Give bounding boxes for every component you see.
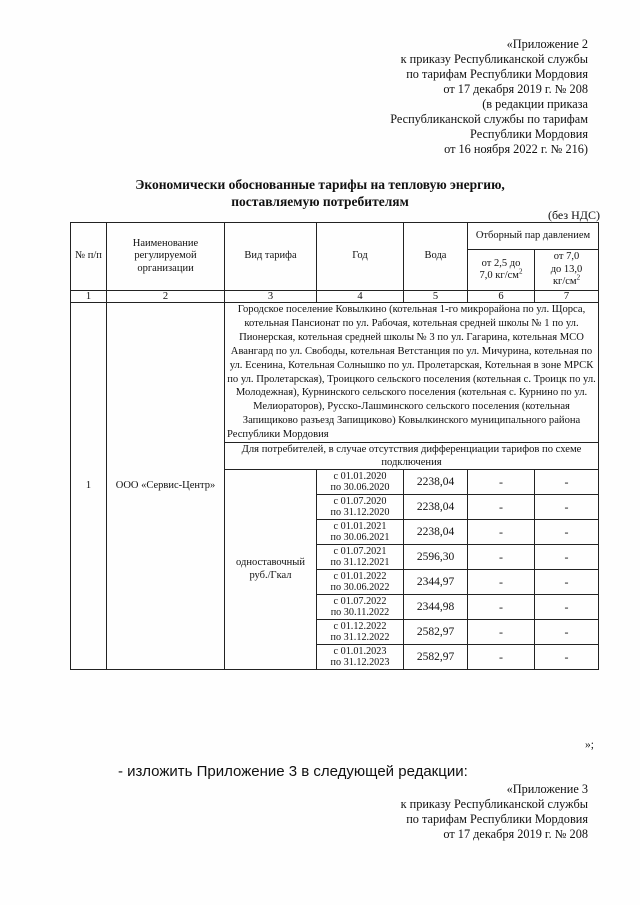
header-water: Вода xyxy=(404,223,468,291)
appendix-line: Республиканской службы по тарифам xyxy=(390,112,588,126)
header-steam-high-line1: от 7,0 xyxy=(553,251,580,263)
col-number: 2 xyxy=(107,291,225,303)
appendix-line: (в редакции приказа xyxy=(482,97,588,111)
title-line-2: поставляемую потребителям xyxy=(231,194,409,209)
steam-high-value: - xyxy=(535,470,599,495)
period-cell xyxy=(317,545,404,570)
period-to: по 30.06.2022 xyxy=(330,582,390,594)
water-price: 2238,04 xyxy=(404,520,468,545)
period-cell xyxy=(317,570,404,595)
period-to: по 30.06.2021 xyxy=(330,532,390,544)
header-num: № п/п xyxy=(71,223,107,291)
period-from: с 01.12.2022 xyxy=(333,621,387,633)
instruction-text: - изложить Приложение 3 в следующей редакции: xyxy=(118,763,468,780)
col-number: 4 xyxy=(317,291,404,303)
appendix-line: Республики Мордовия xyxy=(470,127,588,141)
tariff-type-value: одноставочный руб./Гкал xyxy=(225,470,317,670)
steam-low-value: - xyxy=(468,570,535,595)
appendix-line: к приказу Республиканской службы xyxy=(400,52,588,66)
org-name: ООО «Сервис-Центр» xyxy=(107,303,225,670)
steam-low-value: - xyxy=(468,470,535,495)
water-price: 2238,04 xyxy=(404,495,468,520)
header-steam-high xyxy=(535,250,599,291)
appendix-line: к приказу Республиканской службы xyxy=(400,797,588,811)
period-to: по 31.12.2021 xyxy=(330,557,390,569)
period-cell xyxy=(317,595,404,620)
period-from: с 01.01.2021 xyxy=(333,521,387,533)
appendix-line: от 17 декабря 2019 г. № 208 xyxy=(443,82,588,96)
appendix-line: «Приложение 2 xyxy=(506,37,588,51)
water-price: 2344,98 xyxy=(404,595,468,620)
col-number: 1 xyxy=(71,291,107,303)
header-tariff-type: Вид тарифа xyxy=(225,223,317,291)
appendix-3-header xyxy=(401,782,588,842)
vat-note: (без НДС) xyxy=(547,208,600,222)
period-from: с 01.07.2021 xyxy=(333,546,387,558)
water-price: 2238,04 xyxy=(404,470,468,495)
header-steam-group: Отборный пар давлением xyxy=(468,223,599,250)
period-cell xyxy=(317,620,404,645)
steam-high-value: - xyxy=(535,495,599,520)
period-cell xyxy=(317,470,404,495)
steam-high-value: - xyxy=(535,545,599,570)
appendix-line: от 16 ноября 2022 г. № 216) xyxy=(444,142,588,156)
header-row-1 xyxy=(71,223,599,250)
period-from: с 01.07.2022 xyxy=(333,596,387,608)
header-steam-high-line2: до 13,0 xyxy=(550,263,583,275)
steam-high-value: - xyxy=(535,520,599,545)
header-steam-low-line1: от 2,5 до xyxy=(481,257,521,269)
steam-high-value: - xyxy=(535,595,599,620)
steam-high-value: - xyxy=(535,645,599,670)
header-org: Наименование регулируемой организации xyxy=(107,223,225,291)
period-cell xyxy=(317,495,404,520)
appendix-line: по тарифам Республики Мордовия xyxy=(406,812,588,826)
steam-low-value: - xyxy=(468,620,535,645)
appendix-line: от 17 декабря 2019 г. № 208 xyxy=(443,827,588,841)
steam-low-value: - xyxy=(468,595,535,620)
period-to: по 30.11.2022 xyxy=(330,607,390,619)
water-price: 2582,97 xyxy=(404,620,468,645)
header-steam-high-line3: кг/см xyxy=(552,276,577,288)
water-price: 2596,30 xyxy=(404,545,468,570)
header-year: Год xyxy=(317,223,404,291)
column-number-row xyxy=(71,291,599,303)
steam-low-value: - xyxy=(468,520,535,545)
description-cell: Городское поселение Ковылкино (котельная 1-го микрорайона по ул. Щорса, котельная Пансионат по ул. Рабочая, котельная средней школы № 1 по ул. Пионерская, котельная средней школы № 3 по ул. Гагарина, котельная МСО Авангард по ул. Свободы, котельная Ветстанция по ул. Мичурина, котельная по ул. Есенина, Котельная Солнышко по ул. Пролетарская, Котельная в зоне МРСК по ул. Пролетарская), Троицкого сельского поселения (котельная с. Троицк по ул. Молодежная), Курнинского сельского поселения (котельная с. Курнино по ул. Мелиораторов), Русско-Лашминского сельского поселения (котельная Запищиково разъезд Запищиково) Ковылкинского муниципального района Республики Мордовия xyxy=(225,303,599,443)
period-cell xyxy=(317,645,404,670)
steam-low-value: - xyxy=(468,495,535,520)
closing-quote: »; xyxy=(585,739,594,751)
steam-high-value: - xyxy=(535,620,599,645)
subheader-cell: Для потребителей, в случае отсутствия дифференциации тарифов по схеме подключения xyxy=(225,443,599,470)
header-steam-low-line2: 7,0 кг/см xyxy=(479,270,519,281)
row-number: 1 xyxy=(71,303,107,670)
appendix-line: «Приложение 3 xyxy=(506,782,588,796)
title-line-1: Экономически обоснованные тарифы на тепловую энергию, xyxy=(135,177,505,192)
appendix-2-header xyxy=(390,37,588,157)
water-price: 2344,97 xyxy=(404,570,468,595)
period-from: с 01.01.2020 xyxy=(333,471,387,483)
period-to: по 31.12.2020 xyxy=(330,507,390,519)
steam-high-value: - xyxy=(535,570,599,595)
water-price: 2582,97 xyxy=(404,645,468,670)
steam-low-value: - xyxy=(468,545,535,570)
period-from: с 01.01.2023 xyxy=(333,646,387,658)
description-row xyxy=(71,303,599,443)
document-title xyxy=(100,176,540,210)
superscript-2: 2 xyxy=(576,273,581,282)
col-number: 6 xyxy=(468,291,535,303)
header-steam-low xyxy=(468,250,535,291)
steam-low-value: - xyxy=(468,645,535,670)
appendix-line: по тарифам Республики Мордовия xyxy=(406,67,588,81)
superscript-2: 2 xyxy=(518,267,523,276)
period-cell xyxy=(317,520,404,545)
col-number: 5 xyxy=(404,291,468,303)
tariff-table xyxy=(70,222,599,670)
col-number: 3 xyxy=(225,291,317,303)
col-number: 7 xyxy=(535,291,599,303)
period-from: с 01.07.2020 xyxy=(333,496,387,508)
period-to: по 31.12.2022 xyxy=(330,632,390,644)
period-from: с 01.01.2022 xyxy=(333,571,387,583)
period-to: по 31.12.2023 xyxy=(330,657,390,669)
period-to: по 30.06.2020 xyxy=(330,482,390,494)
